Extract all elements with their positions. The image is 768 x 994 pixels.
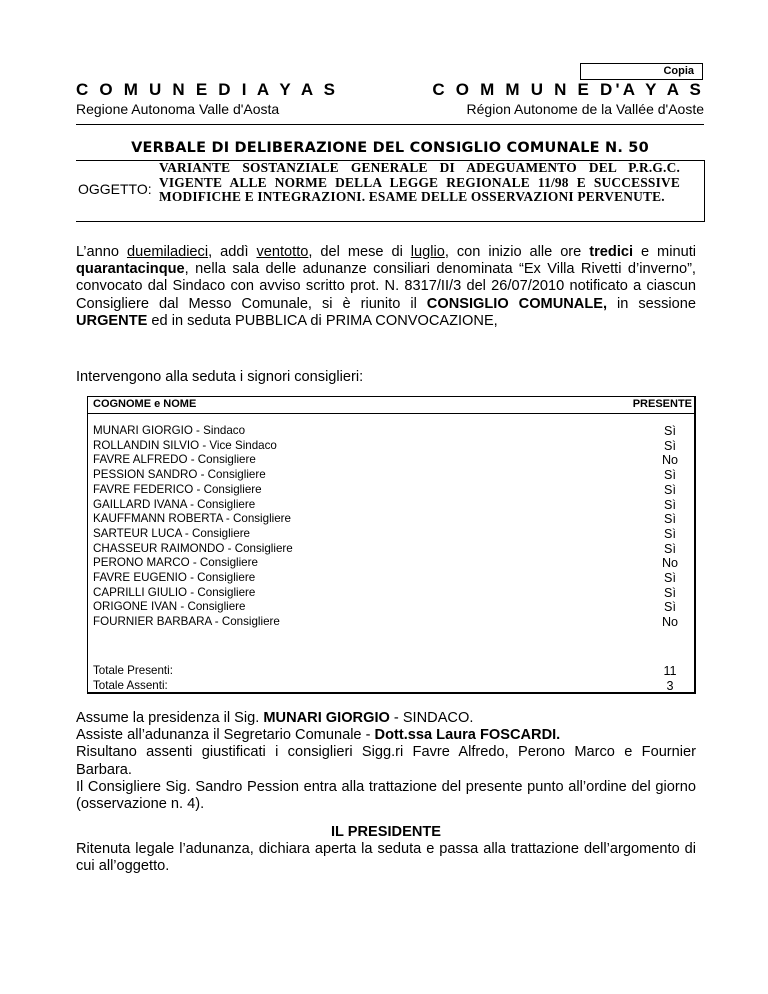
pession-line: Il Consigliere Sig. Sandro Pession entra alla trattazione del presente punto all’ordine del giorno (osservazione n. 4). xyxy=(76,778,696,813)
header-divider xyxy=(76,124,704,125)
table-row-presente: Sì xyxy=(664,482,676,497)
table-row-presente: Sì xyxy=(664,497,676,512)
totale-presenti-value: 11 xyxy=(663,664,677,678)
table-row-name: PESSION SANDRO - Consigliere xyxy=(93,468,266,482)
table-row-name: FAVRE ALFREDO - Consigliere xyxy=(93,453,256,467)
table-row-name: MUNARI GIORGIO - Sindaco xyxy=(93,424,246,437)
intro-hour: tredici xyxy=(589,244,634,260)
table-row-presente: Sì xyxy=(664,438,676,453)
intro-month: luglio xyxy=(410,244,445,260)
presidente-heading: IL PRESIDENTE xyxy=(330,824,442,840)
table-row-name: SARTEUR LUCA - Consigliere xyxy=(93,526,250,540)
table-row-name: CHASSEUR RAIMONDO - Consigliere xyxy=(93,541,293,555)
assenti-line: Risultano assenti giustificati i consiglieri Sigg.ri Favre Alfredo, Perono Marco e Fournier Barbara. xyxy=(76,744,696,778)
ritenuta-paragraph: Ritenuta legale l’adunanza, dichiara aperta la seduta e passa alla trattazione dell’argomento di cui all’oggetto. xyxy=(76,841,696,875)
table-row-presente: No xyxy=(661,615,679,630)
verbale-title: VERBALE DI DELIBERAZIONE DEL CONSIGLIO COMUNALE N. 50 xyxy=(131,140,649,156)
oggetto-text: VARIANTE SOSTANZIALE GENERALE DI ADEGUAMENTO DEL P.R.G.C. VIGENTE ALLE NORME DELLA LEGGE REGIONALE 11/98 E SUCCESSIVE MODIFICHE E INTEGRAZIONI. ESAME DELLE OSSERVAZIONI PERVENUTE. xyxy=(159,160,680,205)
table-row-name: FAVRE EUGENIO - Consigliere xyxy=(93,571,256,584)
totale-assenti-value: 3 xyxy=(666,679,674,693)
table-row-presente: Sì xyxy=(664,424,676,438)
table-row-presente: Sì xyxy=(664,585,676,600)
intro-year: duemiladieci xyxy=(126,244,209,260)
table-row-name: FAVRE FEDERICO - Consigliere xyxy=(93,482,262,496)
intro-day: ventotto xyxy=(256,244,309,260)
table-row-presente: No xyxy=(661,556,679,571)
col-header-name: COGNOME e NOME xyxy=(93,398,197,410)
table-row-presente: Sì xyxy=(664,600,676,615)
copia-label: Copia xyxy=(580,63,703,80)
intro-consiglio: CONSIGLIO COMUNALE, xyxy=(426,295,608,312)
table-row-name: FOURNIER BARBARA - Consigliere xyxy=(93,615,280,629)
totale-presenti-label: Totale Presenti: xyxy=(93,664,173,677)
intervengono-label: Intervengono alla seduta i signori consiglieri: xyxy=(76,369,364,385)
totale-assenti-label: Totale Assenti: xyxy=(93,679,168,692)
table-row-name: CAPRILLI GIULIO - Consigliere xyxy=(93,585,256,599)
intro-urgente: URGENTE xyxy=(76,312,148,329)
oggetto-label: OGGETTO: xyxy=(78,181,152,197)
table-row-presente: Sì xyxy=(664,541,676,556)
table-row-presente: Sì xyxy=(664,468,676,483)
intro-paragraph: L’anno duemiladieci, addì ventotto, del mese di luglio, con inizio alle ore tredici e minuti quarantacinque, nella sala delle adunanze consiliari denominata “Ex Villa Rivetti d’inverno”, convocato dal Sindaco con avviso scritto prot. N. 8317/II/3 del 26/07/2010 notificato a ciascun Consigliere dal Messo Comunale, si è riunito il CONSIGLIO COMUNALE, in sessione URGENTE ed in seduta PUBBLICA di PRIMA CONVOCAZIONE, xyxy=(76,244,696,329)
table-row-name: GAILLARD IVANA - Consigliere xyxy=(93,497,256,511)
commune-title: C O M M U N E D'A Y A S xyxy=(432,80,704,99)
table-row-name: ROLLANDIN SILVIO - Vice Sindaco xyxy=(93,438,277,452)
region-label: Région Autonome de la Vallée d'Aoste xyxy=(466,101,704,117)
table-row-name: ORIGONE IVAN - Consigliere xyxy=(93,600,246,614)
table-row-presente: No xyxy=(661,453,679,468)
table-row-name: KAUFFMANN ROBERTA - Consigliere xyxy=(93,512,291,526)
minutes-notes xyxy=(76,710,696,813)
regione-label: Regione Autonoma Valle d'Aosta xyxy=(76,101,280,117)
intro-minutes: quarantacinque xyxy=(76,261,185,278)
table-row-name: PERONO MARCO - Consigliere xyxy=(93,556,258,570)
col-header-presente: PRESENTE xyxy=(632,398,692,410)
table-row-presente: Sì xyxy=(664,512,676,527)
table-row-presente: Sì xyxy=(664,571,676,585)
table-header-divider xyxy=(88,413,695,414)
table-row-presente: Sì xyxy=(664,526,676,541)
presidenza-line: Assume la presidenza il Sig. MUNARI GIORGIO - SINDACO. xyxy=(76,710,474,726)
comune-title: C O M U N E D I A Y A S xyxy=(76,80,339,99)
segretario-line: Assiste all’adunanza il Segretario Comunale - Dott.ssa Laura FOSCARDI. xyxy=(76,727,561,744)
